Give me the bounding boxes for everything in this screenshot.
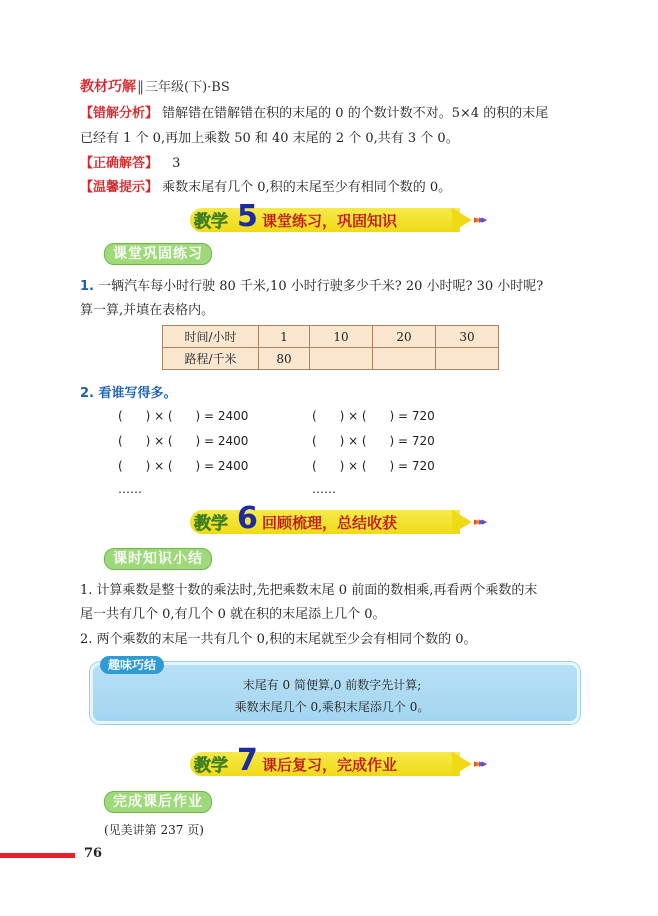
- tip-line-1: 末尾有 0 简便算,0 前数字先计算;: [242, 678, 422, 692]
- summary-pill: 课时知识小结: [104, 548, 212, 570]
- section-banner-5: [190, 199, 495, 234]
- page-header: [80, 76, 230, 96]
- table-cell: 1: [259, 326, 310, 348]
- footer-bar: [0, 853, 75, 858]
- table-header-time: 时间/小时: [163, 326, 259, 348]
- correct-answer: [80, 151, 585, 176]
- q2-title-text: 2. 看谁写得多。: [80, 386, 177, 401]
- banner5-number: 5: [237, 199, 258, 234]
- q2-right-row-1[interactable]: ( ) × ( ) = 720: [312, 409, 435, 423]
- error-analysis: [80, 101, 585, 126]
- banner6-prefix: 教学: [194, 514, 228, 534]
- warm-tip-text: 乘数末尾有几个 0,积的末尾至少有相同个数的 0。: [162, 180, 452, 195]
- q1-line1-text: 一辆汽车每小时行驶 80 千米,10 小时行驶多少千米? 20 小时呢? 30 小时呢?: [93, 279, 544, 294]
- table-cell-blank[interactable]: [436, 348, 499, 370]
- correct-answer-value: 3: [172, 156, 181, 171]
- header-separator: ‖: [137, 79, 144, 95]
- q2-left-row-1[interactable]: ( ) × ( ) = 2400: [118, 409, 249, 423]
- banner5-title: 课堂练习，巩固知识: [262, 212, 398, 230]
- q2-right-ellipsis: ……: [312, 482, 336, 496]
- practice-pill: 课堂巩固练习: [104, 243, 212, 265]
- q2-left-row-2[interactable]: ( ) × ( ) = 2400: [118, 434, 249, 448]
- homework-ref: (见美讲第 237 页): [104, 823, 204, 837]
- banner7-prefix: 教学: [194, 756, 228, 776]
- tip-line-2: 乘数末尾几个 0,乘积末尾添几个 0。: [234, 700, 430, 714]
- error-analysis-line2: 已经有 1 个 0,再加上乘数 50 和 40 末尾的 2 个 0,共有 3 个 0。: [80, 131, 459, 146]
- table-cell: 20: [373, 326, 436, 348]
- distance-table: [162, 325, 499, 370]
- tip-tag: 趣味巧结: [100, 656, 164, 674]
- q2-left-row-3[interactable]: ( ) × ( ) = 2400: [118, 459, 249, 473]
- banner6-arrows-icon: ▸▸▸▸: [474, 515, 485, 528]
- summary-p1-line2: 尾一共有几个 0,有几个 0 就在积的末尾添上几个 0。: [80, 607, 386, 622]
- correct-answer-label: 【正确解答】: [80, 156, 159, 171]
- q2-title: [80, 381, 585, 406]
- summary-p1-line1: 1. 计算乘数是整十数的乘法时,先把乘数末尾 0 前面的数相乘,再看两个乘数的末: [80, 583, 538, 598]
- q1-line1: 1. 一辆汽车每小时行驶 80 千米,10 小时行驶多少千米? 20 小时呢? 30 小时呢?: [80, 279, 544, 294]
- banner7-arrows-icon: ▸▸▸▸: [474, 757, 485, 770]
- q2-right-row-2[interactable]: ( ) × ( ) = 720: [312, 434, 435, 448]
- table-cell-blank[interactable]: [310, 348, 373, 370]
- table-cell: 30: [436, 326, 499, 348]
- section-banner-6: [190, 501, 495, 536]
- table-cell: 80: [259, 348, 310, 370]
- table-row: [163, 348, 499, 370]
- table-cell: 10: [310, 326, 373, 348]
- banner7-title: 课后复习，完成作业: [262, 756, 398, 774]
- error-analysis-line1: 错解错在错解错在积的末尾的 0 的个数计数不对。5×4 的积的末尾: [162, 106, 549, 121]
- header-grade: 三年级(下)·BS: [145, 80, 230, 95]
- header-brand: 教材巧解: [80, 79, 136, 95]
- q1-line2: 算一算,并填在表格内。: [80, 303, 215, 318]
- q2-left-ellipsis: ……: [118, 482, 142, 496]
- table-cell-blank[interactable]: [373, 348, 436, 370]
- banner6-title: 回顾梳理，总结收获: [262, 514, 398, 532]
- table-header-distance: 路程/千米: [163, 348, 259, 370]
- warm-tip: [80, 175, 585, 200]
- banner5-prefix: 教学: [194, 212, 228, 232]
- page-number: 76: [84, 846, 103, 861]
- table-row: [163, 326, 499, 348]
- warm-tip-label: 【温馨提示】: [80, 180, 159, 195]
- homework-pill: 完成课后作业: [104, 791, 212, 813]
- banner7-number: 7: [237, 743, 258, 778]
- summary-p2: 2. 两个乘数的末尾一共有几个 0,积的末尾就至少会有相同个数的 0。: [80, 632, 477, 647]
- banner5-arrows-icon: ▸▸▸▸: [474, 213, 485, 226]
- error-analysis-label: 【错解分析】: [80, 106, 159, 121]
- q2-right-row-3[interactable]: ( ) × ( ) = 720: [312, 459, 435, 473]
- banner6-number: 6: [237, 501, 258, 536]
- section-banner-7: [190, 743, 495, 778]
